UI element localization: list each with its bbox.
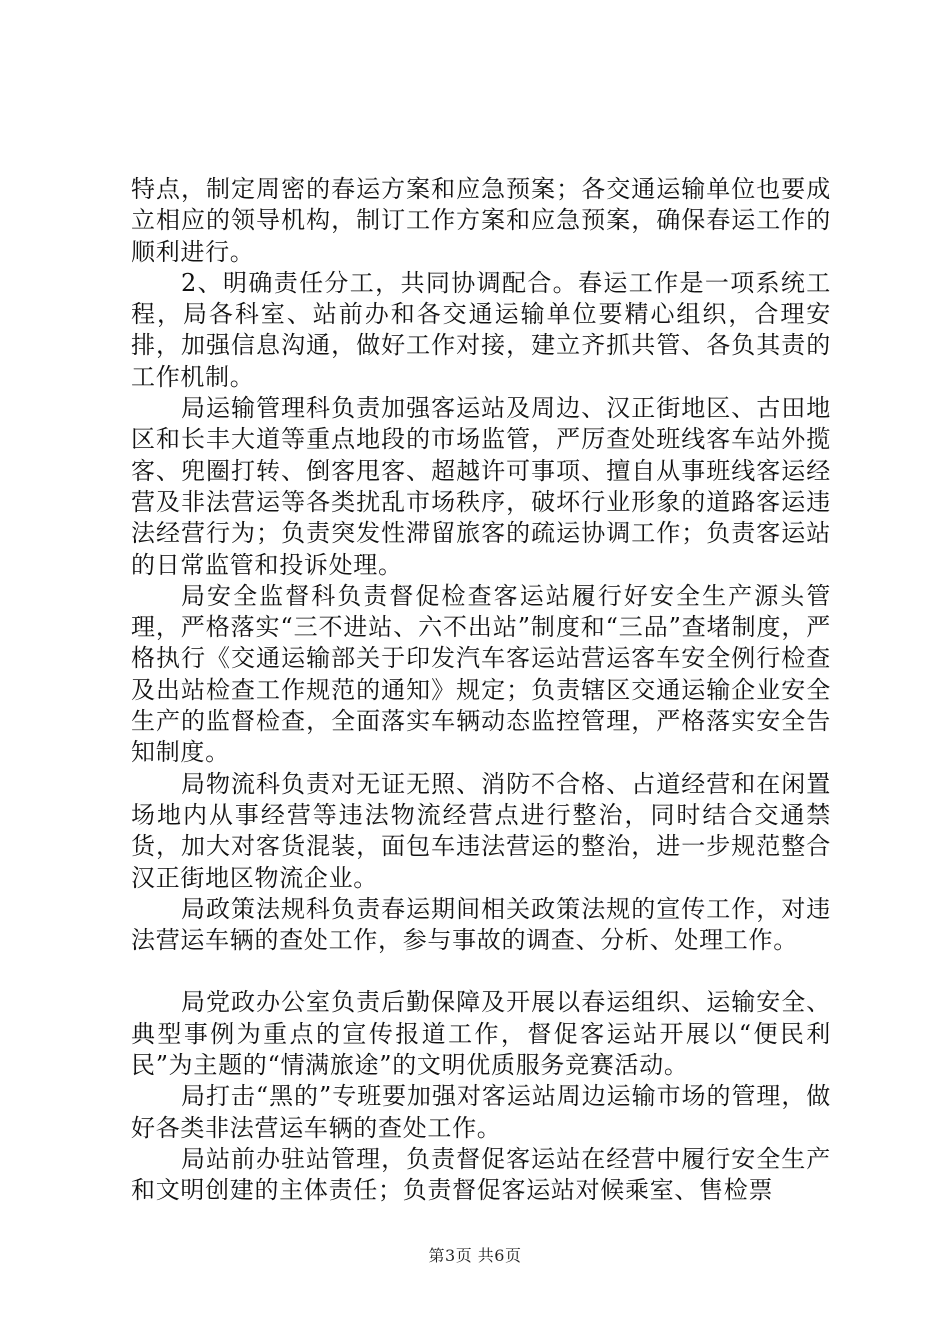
paragraph-continuation: 特点，制定周密的春运方案和应急预案；各交通运输单位也要成立相应的领导机构，制订工作方案和应急预案，确保春运工作的顺利进行。	[131, 175, 831, 266]
paragraph-transport-management: 局运输管理科负责加强客运站及周边、汉正街地区、古田地区和长丰大道等重点地段的市场监管，严厉查处班线客车站外揽客、兜圈打转、倒客甩客、超越许可事项、擅自从事班线客运经营及非法营运等各类扰乱市场秩序，破坏行业形象的道路客运违法经营行为；负责突发性滞留旅客的疏运协调工作；负责客运站的日常监管和投诉处理。	[131, 394, 831, 579]
page-number-footer: 第3页 共6页	[428, 1246, 522, 1265]
paragraph-safety-supervision: 局安全监督科负责督促检查客运站履行好安全生产源头管理，严格落实“三不进站、六不出站”制度和“三品”查堵制度，严格执行《交通运输部关于印发汽车客运站营运客车安全例行检查及出站检查工作规范的通知》规定；负责辖区交通运输企业安全生产的监督检查，全面落实车辆动态监控管理，严格落实安全告知制度。	[131, 581, 831, 767]
document-body	[131, 174, 831, 1207]
paragraph-logistics: 局物流科负责对无证无照、消防不合格、占道经营和在闲置场地内从事经营等违法物流经营点进行整治，同时结合交通禁货，加大对客货混装，面包车违法营运的整治，进一步规范整合汉正街地区物流企业。	[131, 769, 831, 892]
paragraph-policy-regulation: 局政策法规科负责春运期间相关政策法规的宣传工作，对违法营运车辆的查处工作，参与事故的调查、分析、处理工作。	[131, 894, 831, 955]
paragraph-illegal-taxi-team: 局打击“黑的”专班要加强对客运站周边运输市场的管理，做好各类非法营运车辆的查处工作。	[131, 1082, 831, 1142]
paragraph-party-office: 局党政办公室负责后勤保障及开展以春运组织、运输安全、典型事例为重点的宣传报道工作，督促客运站开展以“便民利民”为主题的“情满旅途”的文明优质服务竞赛活动。	[131, 988, 831, 1080]
paragraph-responsibility-division: 2、明确责任分工，共同协调配合。春运工作是一项系统工程，局各科室、站前办和各交通运输单位要精心组织，合理安排，加强信息沟通，做好工作对接，建立齐抓共管、各负其责的工作机制。	[131, 268, 831, 391]
paragraph-station-office: 局站前办驻站管理，负责督促客运站在经营中履行安全生产和文明创建的主体责任；负责督促客运站对候乘室、售检票	[131, 1144, 831, 1205]
